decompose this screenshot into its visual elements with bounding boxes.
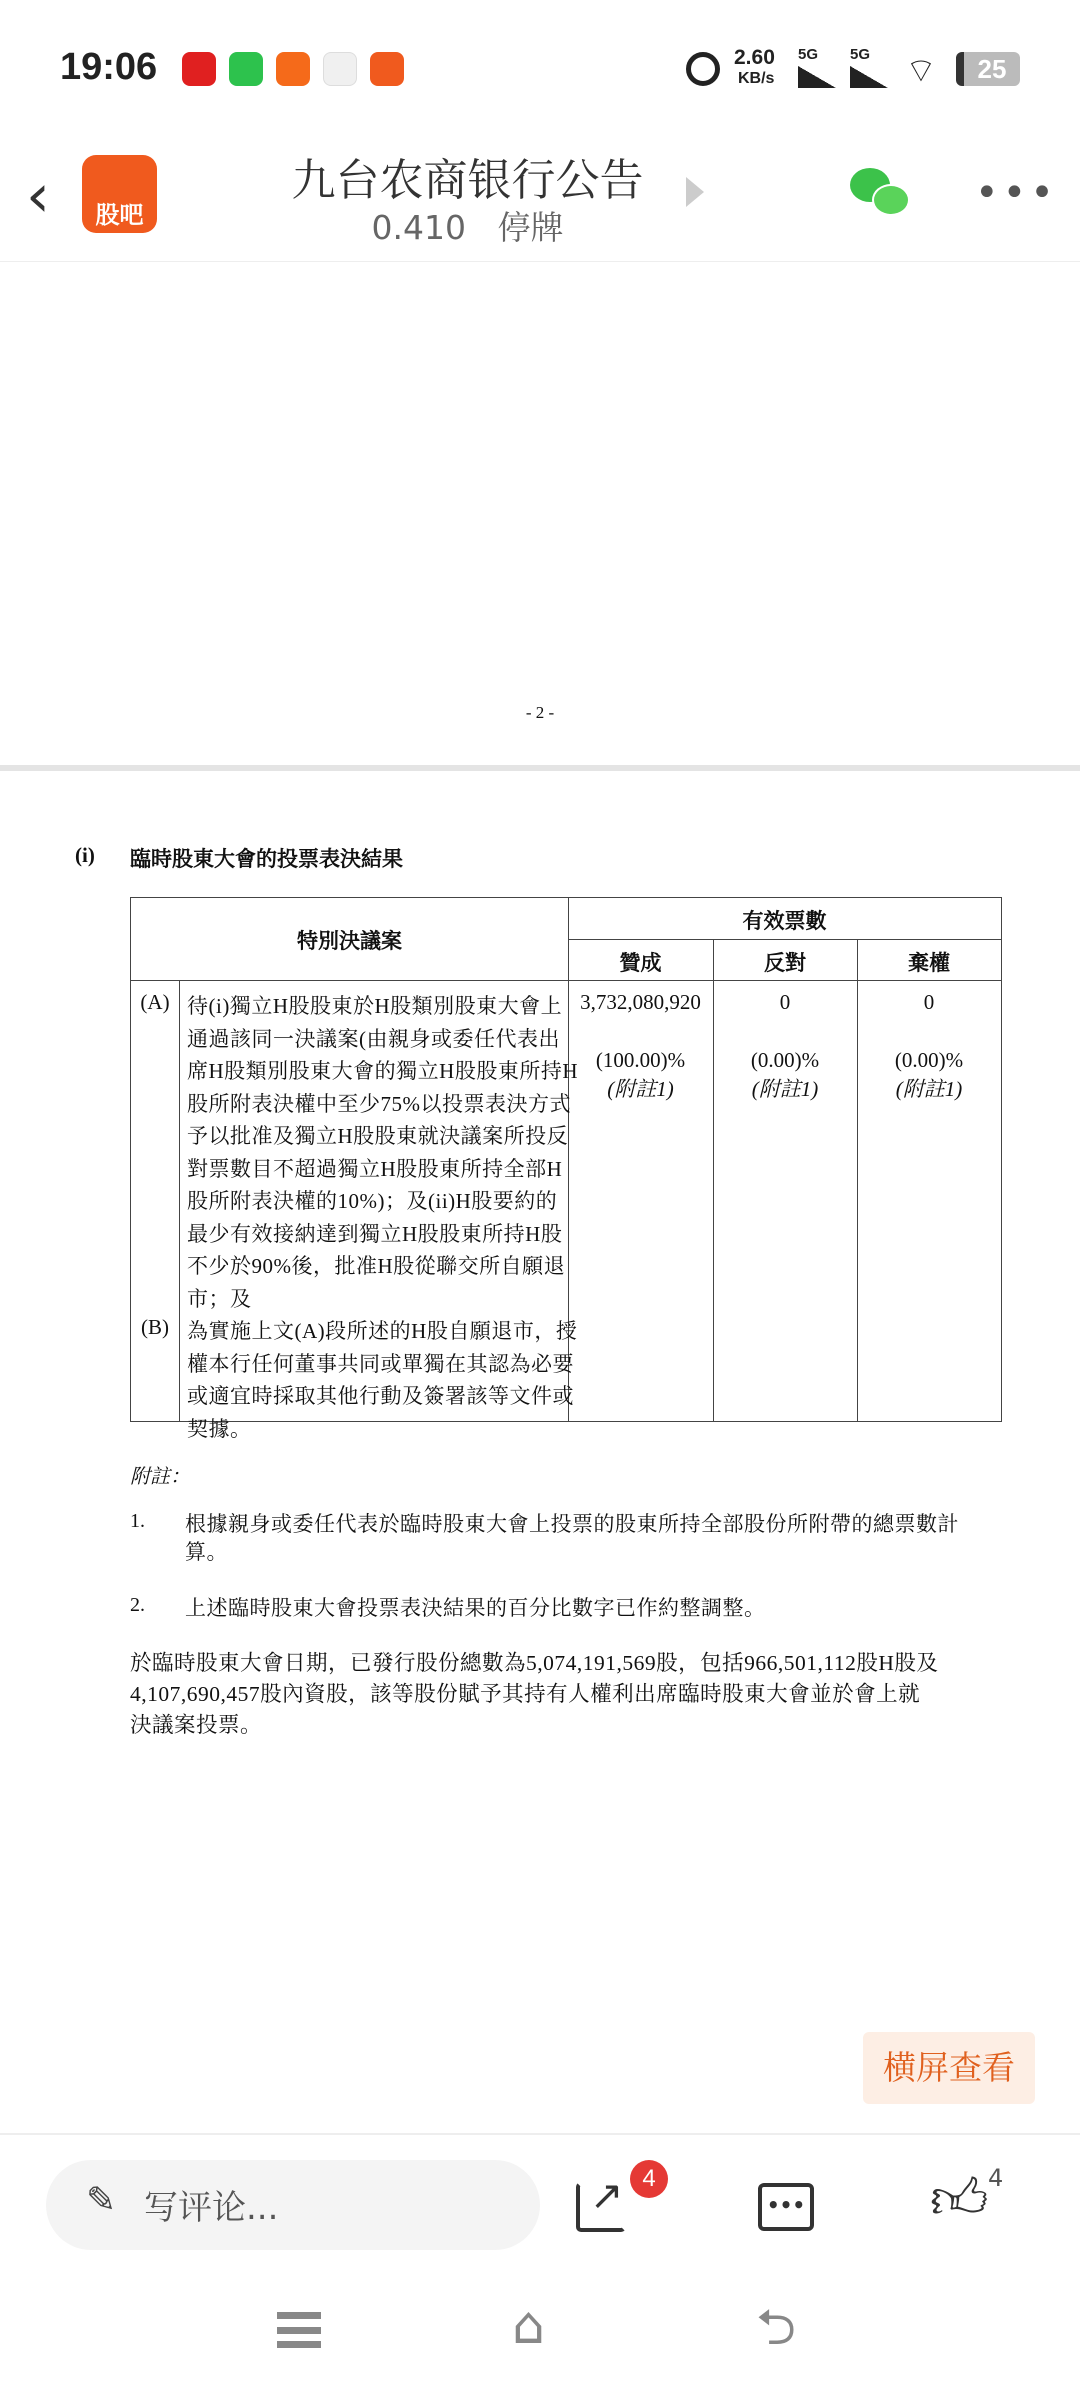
section-label: (i) bbox=[75, 843, 95, 867]
share-icon[interactable]: ↗ bbox=[576, 2182, 626, 2232]
signal-icon bbox=[798, 66, 836, 88]
against-votes: 0 bbox=[779, 990, 791, 1014]
notification-app-icon bbox=[182, 52, 216, 86]
text-line: 根據親身或委任代表於臨時股東大會上投票的股東所持全部股份所附帶的總票數計 bbox=[185, 1512, 959, 1536]
alarm-icon bbox=[686, 52, 720, 86]
page-title: 九台农商银行公告 bbox=[291, 155, 644, 206]
pencil-icon: ✎ bbox=[86, 2180, 117, 2221]
more-options-icon[interactable]: ••• bbox=[975, 170, 1058, 216]
text-line: 4,107,690,457股內資股，該等股份賦予其持有人權利出席臨時股東大會並於會上就 bbox=[130, 1682, 921, 1706]
note-1-text bbox=[185, 1510, 959, 1566]
back-button[interactable]: ⮌ bbox=[756, 2298, 797, 2356]
comment-placeholder: 写评论... bbox=[144, 2188, 279, 2228]
note-number: 1. bbox=[130, 1510, 145, 1532]
share-capital-paragraph bbox=[130, 1648, 938, 1741]
text-line: 通過該同一決議案(由親身或委任代表出 bbox=[187, 1026, 560, 1051]
share-badge: 4 bbox=[630, 2160, 668, 2198]
text-line: 席H股類別股東大會的獨立H股股東所持H bbox=[187, 1059, 578, 1083]
net-speed: 2.60 bbox=[734, 46, 775, 69]
guba-notification-icon bbox=[370, 52, 404, 86]
landscape-view-button[interactable]: 横屏查看 bbox=[863, 2032, 1035, 2104]
trading-status: 停牌 bbox=[497, 208, 564, 247]
section-title: 臨時股東大會的投票表決結果 bbox=[130, 847, 403, 871]
note-ref: (附註1) bbox=[895, 1077, 963, 1101]
stock-price-status bbox=[0, 202, 935, 249]
wechat-notification-icon bbox=[229, 52, 263, 86]
for-percent: (100.00)% bbox=[595, 1048, 686, 1072]
note-number: 2. bbox=[130, 1594, 145, 1616]
text-line: 權本行任何董事共同或單獨在其認為必要 bbox=[187, 1351, 574, 1376]
text-line: 算。 bbox=[185, 1540, 228, 1564]
comment-input[interactable] bbox=[46, 2160, 540, 2250]
notification-app-icon bbox=[276, 52, 310, 86]
text-line: 不少於90%後，批准H股從聯交所自願退 bbox=[187, 1254, 566, 1278]
header-for: 贊成 bbox=[619, 951, 662, 975]
page-number: - 2 - bbox=[525, 703, 555, 722]
play-triangle-icon[interactable] bbox=[686, 177, 704, 207]
text-line: 予以批准及獨立H股股東就決議案所投反 bbox=[187, 1124, 569, 1148]
comments-icon[interactable]: ••• bbox=[758, 2183, 814, 2231]
clock: 19:06 bbox=[60, 46, 158, 88]
against-percent: (0.00)% bbox=[750, 1048, 820, 1072]
notification-app-icon bbox=[323, 52, 357, 86]
back-chevron-icon[interactable]: ‹ bbox=[26, 161, 50, 231]
note-ref: (附註1) bbox=[607, 1077, 674, 1101]
text-line: 市；及 bbox=[187, 1286, 252, 1311]
item-a-label: (A) bbox=[140, 990, 170, 1014]
abstain-percent: (0.00)% bbox=[894, 1048, 964, 1072]
text-line: 決議案投票。 bbox=[130, 1713, 263, 1737]
text-line: 股所附表決權中至少75%以投票表決方式 bbox=[187, 1091, 571, 1116]
app-header bbox=[0, 140, 1080, 262]
text-line: 待(i)獨立H股股東於H股類別股東大會上 bbox=[187, 994, 563, 1018]
net-unit: KB/s bbox=[738, 70, 775, 87]
text-line: 為實施上文(A)段所述的H股自願退市，授 bbox=[187, 1319, 578, 1343]
wechat-share-icon[interactable] bbox=[850, 168, 912, 220]
text-line: 或適宜時採取其他行動及簽署該等文件或 bbox=[187, 1384, 574, 1408]
header-valid-votes: 有效票數 bbox=[742, 909, 827, 933]
text-line: 對票數目不超過獨立H股股東所持全部H bbox=[187, 1156, 563, 1181]
resolution-b-text bbox=[187, 1315, 577, 1445]
home-button[interactable]: ⌂ bbox=[512, 2296, 546, 2356]
bottom-divider bbox=[0, 2133, 1080, 2135]
signal-icon bbox=[850, 66, 888, 88]
note-2-text bbox=[185, 1594, 766, 1622]
item-b-label: (B) bbox=[141, 1315, 169, 1339]
note-ref: (附註1) bbox=[751, 1077, 819, 1101]
wifi-icon: ⌔ bbox=[905, 51, 937, 91]
like-icon[interactable]: 👍︎ bbox=[930, 2167, 989, 2232]
abstain-votes: 0 bbox=[923, 990, 935, 1014]
logo-text: 股吧 bbox=[95, 201, 144, 229]
text-line: 於臨時股東大會日期，已發行股份總數為5,074,191,569股，包括966,501,112股H股及 bbox=[130, 1651, 939, 1675]
battery-icon: 25 bbox=[956, 52, 1020, 86]
status-bar bbox=[0, 40, 1080, 100]
sim2-label: 5G bbox=[850, 46, 871, 63]
stock-price: 0.410 bbox=[371, 208, 466, 247]
text-line: 最少有效接納達到獨立H股股東所持H股 bbox=[187, 1221, 563, 1246]
notes-title: 附註： bbox=[130, 1466, 190, 1488]
resolution-a-text bbox=[187, 990, 578, 1315]
header-abstain: 棄權 bbox=[908, 951, 950, 975]
recent-apps-button[interactable] bbox=[277, 2312, 321, 2348]
sim1-label: 5G bbox=[798, 46, 819, 63]
voting-results-table bbox=[130, 897, 1002, 1441]
header-against: 反對 bbox=[764, 951, 806, 975]
text-line: 股所附表決權的10%)；及(ii)H股要約的 bbox=[187, 1189, 558, 1213]
text-line: 契據。 bbox=[187, 1416, 252, 1441]
text-line: 上述臨時股東大會投票表決結果的百分比數字已作約整調整。 bbox=[185, 1596, 766, 1620]
header-resolution: 特別決議案 bbox=[297, 929, 402, 953]
like-count: 4 bbox=[988, 2164, 1004, 2192]
page-divider bbox=[0, 765, 1080, 771]
for-votes: 3,732,080,920 bbox=[580, 990, 701, 1014]
